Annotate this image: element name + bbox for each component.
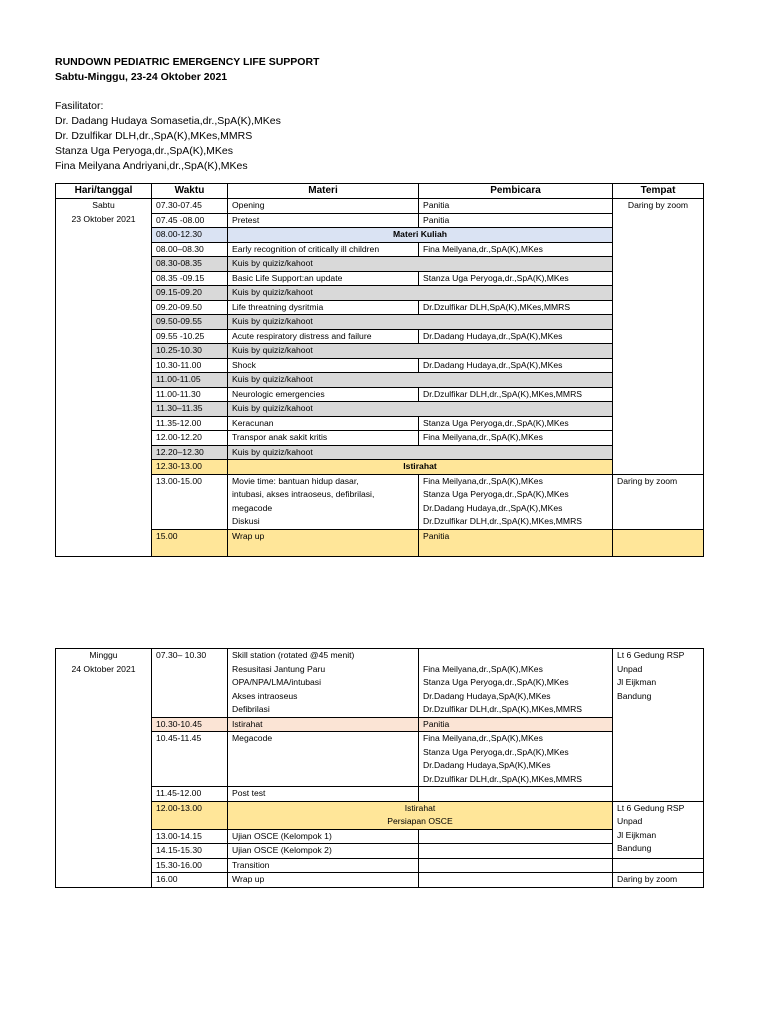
day-date: 24 Oktober 2021 [71,663,136,674]
table-row [56,329,704,344]
time-cell: 11.00-11.30 [152,387,228,402]
topic-cell [228,649,419,718]
speaker-line: Dr.Dadang Hudaya,dr.,SpA(K),MKes [423,502,563,513]
place-line: Jl Eijkman [617,677,657,687]
topic-cell: Post test [228,787,419,802]
time-cell: 13.00-14.15 [152,829,228,844]
speaker-line: Dr.Dadang Hudaya,SpA(K),MKes [423,690,551,701]
time-cell: 07.30-07.45 [152,199,228,214]
speaker-cell: Panitia [419,717,613,732]
time-cell: 11.30–11.35 [152,402,228,417]
topic-line: intubasi, akses intraoseus, defibrilasi, [232,489,375,499]
rundown-table-day1 [55,183,704,557]
topic-cell: Ujian OSCE (Kelompok 2) [228,844,419,859]
table-row [56,315,704,330]
section-line: Persiapan OSCE [387,816,453,826]
speaker-cell: Fina Meilyana,dr.,SpA(K),MKes [419,431,613,446]
time-cell: 10.30-10.45 [152,717,228,732]
topic-line: megacode [232,502,273,513]
speaker-line: Stanza Uga Peryoga,dr.,SpA(K),MKes [423,677,569,687]
table-row [56,732,704,787]
time-cell: 10.30-11.00 [152,358,228,373]
place-line: Lt 6 Gedung RSP [617,650,685,660]
speaker-line: Dr.Dzulfikar DLH,dr.,SpA(K),MKes,MMRS [423,516,583,526]
facilitator-1: Dr. Dadang Hudaya Somasetia,dr.,SpA(K),MKes [55,115,281,127]
topic-cell: Kuis by quiziz/kahoot [228,445,613,460]
speaker-cell [419,732,613,787]
place-cell [613,649,704,802]
place-line: Lt 6 Gedung RSP [617,802,685,813]
time-cell: 08.30-08.35 [152,257,228,272]
topic-cell: Early recognition of critically ill children [228,242,419,257]
place-cell [613,529,704,556]
speaker-cell: Panitia [419,199,613,214]
speaker-cell: Panitia [419,213,613,228]
speaker-cell [419,858,613,873]
rundown-table-day2 [55,648,704,888]
topic-line: Diskusi [232,516,260,526]
speaker-cell: Fina Meilyana,dr.,SpA(K),MKes [419,242,613,257]
topic-cell: Keracunan [228,416,419,431]
topic-cell: Transpor anak sakit kritis [228,431,419,446]
time-cell: 12.20–12.30 [152,445,228,460]
speaker-cell [419,649,613,718]
topic-line: Resusitasi Jantung Paru [232,663,326,674]
table-row [56,387,704,402]
speaker-cell: Dr.Dzulfikar DLH,SpA(K),MKes,MMRS [419,300,613,315]
place-cell [613,801,704,858]
section-label [228,801,613,829]
column-header-time: Waktu [152,184,228,199]
place-line: Bandung [617,690,652,701]
time-cell: 11.00-11.05 [152,373,228,388]
facilitator-3: Stanza Uga Peryoga,dr.,SpA(K),MKes [55,145,234,157]
facilitator-2: Dr. Dzulfikar DLH,dr.,SpA(K),MKes,MMRS [55,130,253,142]
topic-line: OPA/NPA/LMA/intubasi [232,677,321,687]
table-row [56,529,704,556]
table-header-row [56,184,704,199]
table-row [56,787,704,802]
table-row [56,286,704,301]
table-row [56,460,704,475]
time-cell: 08.00–08.30 [152,242,228,257]
table-row [56,199,704,214]
table-row [56,829,704,844]
topic-cell: Kuis by quiziz/kahoot [228,257,613,272]
column-header-speaker: Pembicara [419,184,613,199]
facilitator-label: Fasilitator: [55,100,104,112]
facilitator-4: Fina Meilyana Andriyani,dr.,SpA(K),MKes [55,160,248,172]
table-row [56,873,704,888]
speaker-line: Dr.Dzulfikar DLH,dr.,SpA(K),MKes,MMRS [423,773,583,784]
table-row [56,213,704,228]
time-cell: 07.30– 10.30 [152,649,228,718]
time-cell: 15.30-16.00 [152,858,228,873]
column-header-topic: Materi [228,184,419,199]
speaker-line: Fina Meilyana,dr.,SpA(K),MKes [423,475,543,486]
day-date: 23 Oktober 2021 [71,213,136,224]
place-line: Jl Eijkman [617,829,657,840]
topic-cell: Shock [228,358,419,373]
speaker-line: Stanza Uga Peryoga,dr.,SpA(K),MKes [423,746,569,757]
time-cell: 10.45-11.45 [152,732,228,787]
table-row [56,844,704,859]
day-name: Minggu [89,650,118,660]
table-row [56,242,704,257]
place-cell [613,858,704,873]
table-row [56,344,704,359]
topic-cell: Istirahat [228,717,419,732]
section-line: Istirahat [404,802,436,813]
day-name: Sabtu [92,200,115,210]
document-title: RUNDOWN PEDIATRIC EMERGENCY LIFE SUPPORT [55,56,320,68]
time-cell: 11.35-12.00 [152,416,228,431]
time-cell: 16.00 [152,873,228,888]
topic-cell: Life threatning dysritmia [228,300,419,315]
speaker-cell [419,787,613,802]
place-line: Unpad [617,663,643,674]
table-row [56,271,704,286]
day-cell [56,199,152,557]
table-row [56,300,704,315]
time-cell: 08.35 -09.15 [152,271,228,286]
topic-cell: Kuis by quiziz/kahoot [228,373,613,388]
speaker-cell [419,873,613,888]
topic-cell: Kuis by quiziz/kahoot [228,402,613,417]
speaker-line: Stanza Uga Peryoga,dr.,SpA(K),MKes [423,489,569,499]
topic-cell: Wrap up [228,873,419,888]
speaker-cell [419,474,613,529]
place-cell: Daring by zoom [613,474,704,529]
place-cell: Daring by zoom [613,873,704,888]
topic-line: Akses intraoseus [232,690,298,701]
speaker-line: Dr.Dadang Hudaya,SpA(K),MKes [423,760,551,770]
speaker-cell: Stanza Uga Peryoga,dr.,SpA(K),MKes [419,271,613,286]
speaker-line [423,649,608,663]
time-cell: 07.45 -08.00 [152,213,228,228]
speaker-line: Dr.Dzulfikar DLH,dr.,SpA(K),MKes,MMRS [423,704,583,714]
time-cell: 10.25-10.30 [152,344,228,359]
section-label: Istirahat [228,460,613,475]
topic-line: Skill station (rotated @45 menit) [232,650,355,660]
table-row [56,402,704,417]
speaker-cell: Dr.Dadang Hudaya,dr.,SpA(K),MKes [419,329,613,344]
speaker-cell [419,829,613,844]
speaker-cell: Dr.Dadang Hudaya,dr.,SpA(K),MKes [419,358,613,373]
speaker-cell: Stanza Uga Peryoga,dr.,SpA(K),MKes [419,416,613,431]
time-cell: 15.00 [152,529,228,556]
time-cell: 13.00-15.00 [152,474,228,529]
topic-line: Movie time: bantuan hidup dasar, [232,475,359,486]
topic-cell: Opening [228,199,419,214]
time-cell: 12.00-12.20 [152,431,228,446]
table-row [56,474,704,529]
topic-cell: Megacode [228,732,419,787]
time-cell: 12.30-13.00 [152,460,228,475]
column-header-place: Tempat [613,184,704,199]
topic-cell: Ujian OSCE (Kelompok 1) [228,829,419,844]
day-cell [56,649,152,888]
document-header [55,55,319,174]
topic-cell: Neurologic emergencies [228,387,419,402]
speaker-cell: Dr.Dzulfikar DLH,dr.,SpA(K),MKes,MMRS [419,387,613,402]
table-row [56,445,704,460]
place-cell: Daring by zoom [613,199,704,475]
speaker-line: Fina Meilyana,dr.,SpA(K),MKes [423,733,543,743]
document-date: Sabtu-Minggu, 23-24 Oktober 2021 [55,71,228,83]
place-line: Bandung [617,843,652,853]
topic-cell: Kuis by quiziz/kahoot [228,286,613,301]
table-row [56,801,704,829]
time-cell: 08.00-12.30 [152,228,228,243]
table-row [56,257,704,272]
time-cell: 09.20-09.50 [152,300,228,315]
table-row [56,416,704,431]
speaker-line: Fina Meilyana,dr.,SpA(K),MKes [423,663,543,674]
table-row [56,373,704,388]
time-cell: 11.45-12.00 [152,787,228,802]
topic-cell: Kuis by quiziz/kahoot [228,315,613,330]
topic-cell: Basic Life Support:an update [228,271,419,286]
place-line: Unpad [617,816,643,826]
time-cell: 09.15-09.20 [152,286,228,301]
table-row [56,431,704,446]
time-cell: 09.55 -10.25 [152,329,228,344]
time-cell: 14.15-15.30 [152,844,228,859]
table-row [56,228,704,243]
speaker-cell [419,844,613,859]
topic-line: Defibrilasi [232,704,270,714]
topic-cell: Acute respiratory distress and failure [228,329,419,344]
time-cell: 09.50-09.55 [152,315,228,330]
table-row [56,649,704,718]
table-row [56,717,704,732]
topic-cell: Transition [228,858,419,873]
section-label: Materi Kuliah [228,228,613,243]
table-row [56,358,704,373]
speaker-cell: Panitia [419,529,613,556]
topic-cell [228,474,419,529]
topic-cell: Wrap up [228,529,419,556]
topic-cell: Pretest [228,213,419,228]
column-header-day: Hari/tanggal [56,184,152,199]
topic-cell: Kuis by quiziz/kahoot [228,344,613,359]
time-cell: 12.00-13.00 [152,801,228,829]
table-row [56,858,704,873]
